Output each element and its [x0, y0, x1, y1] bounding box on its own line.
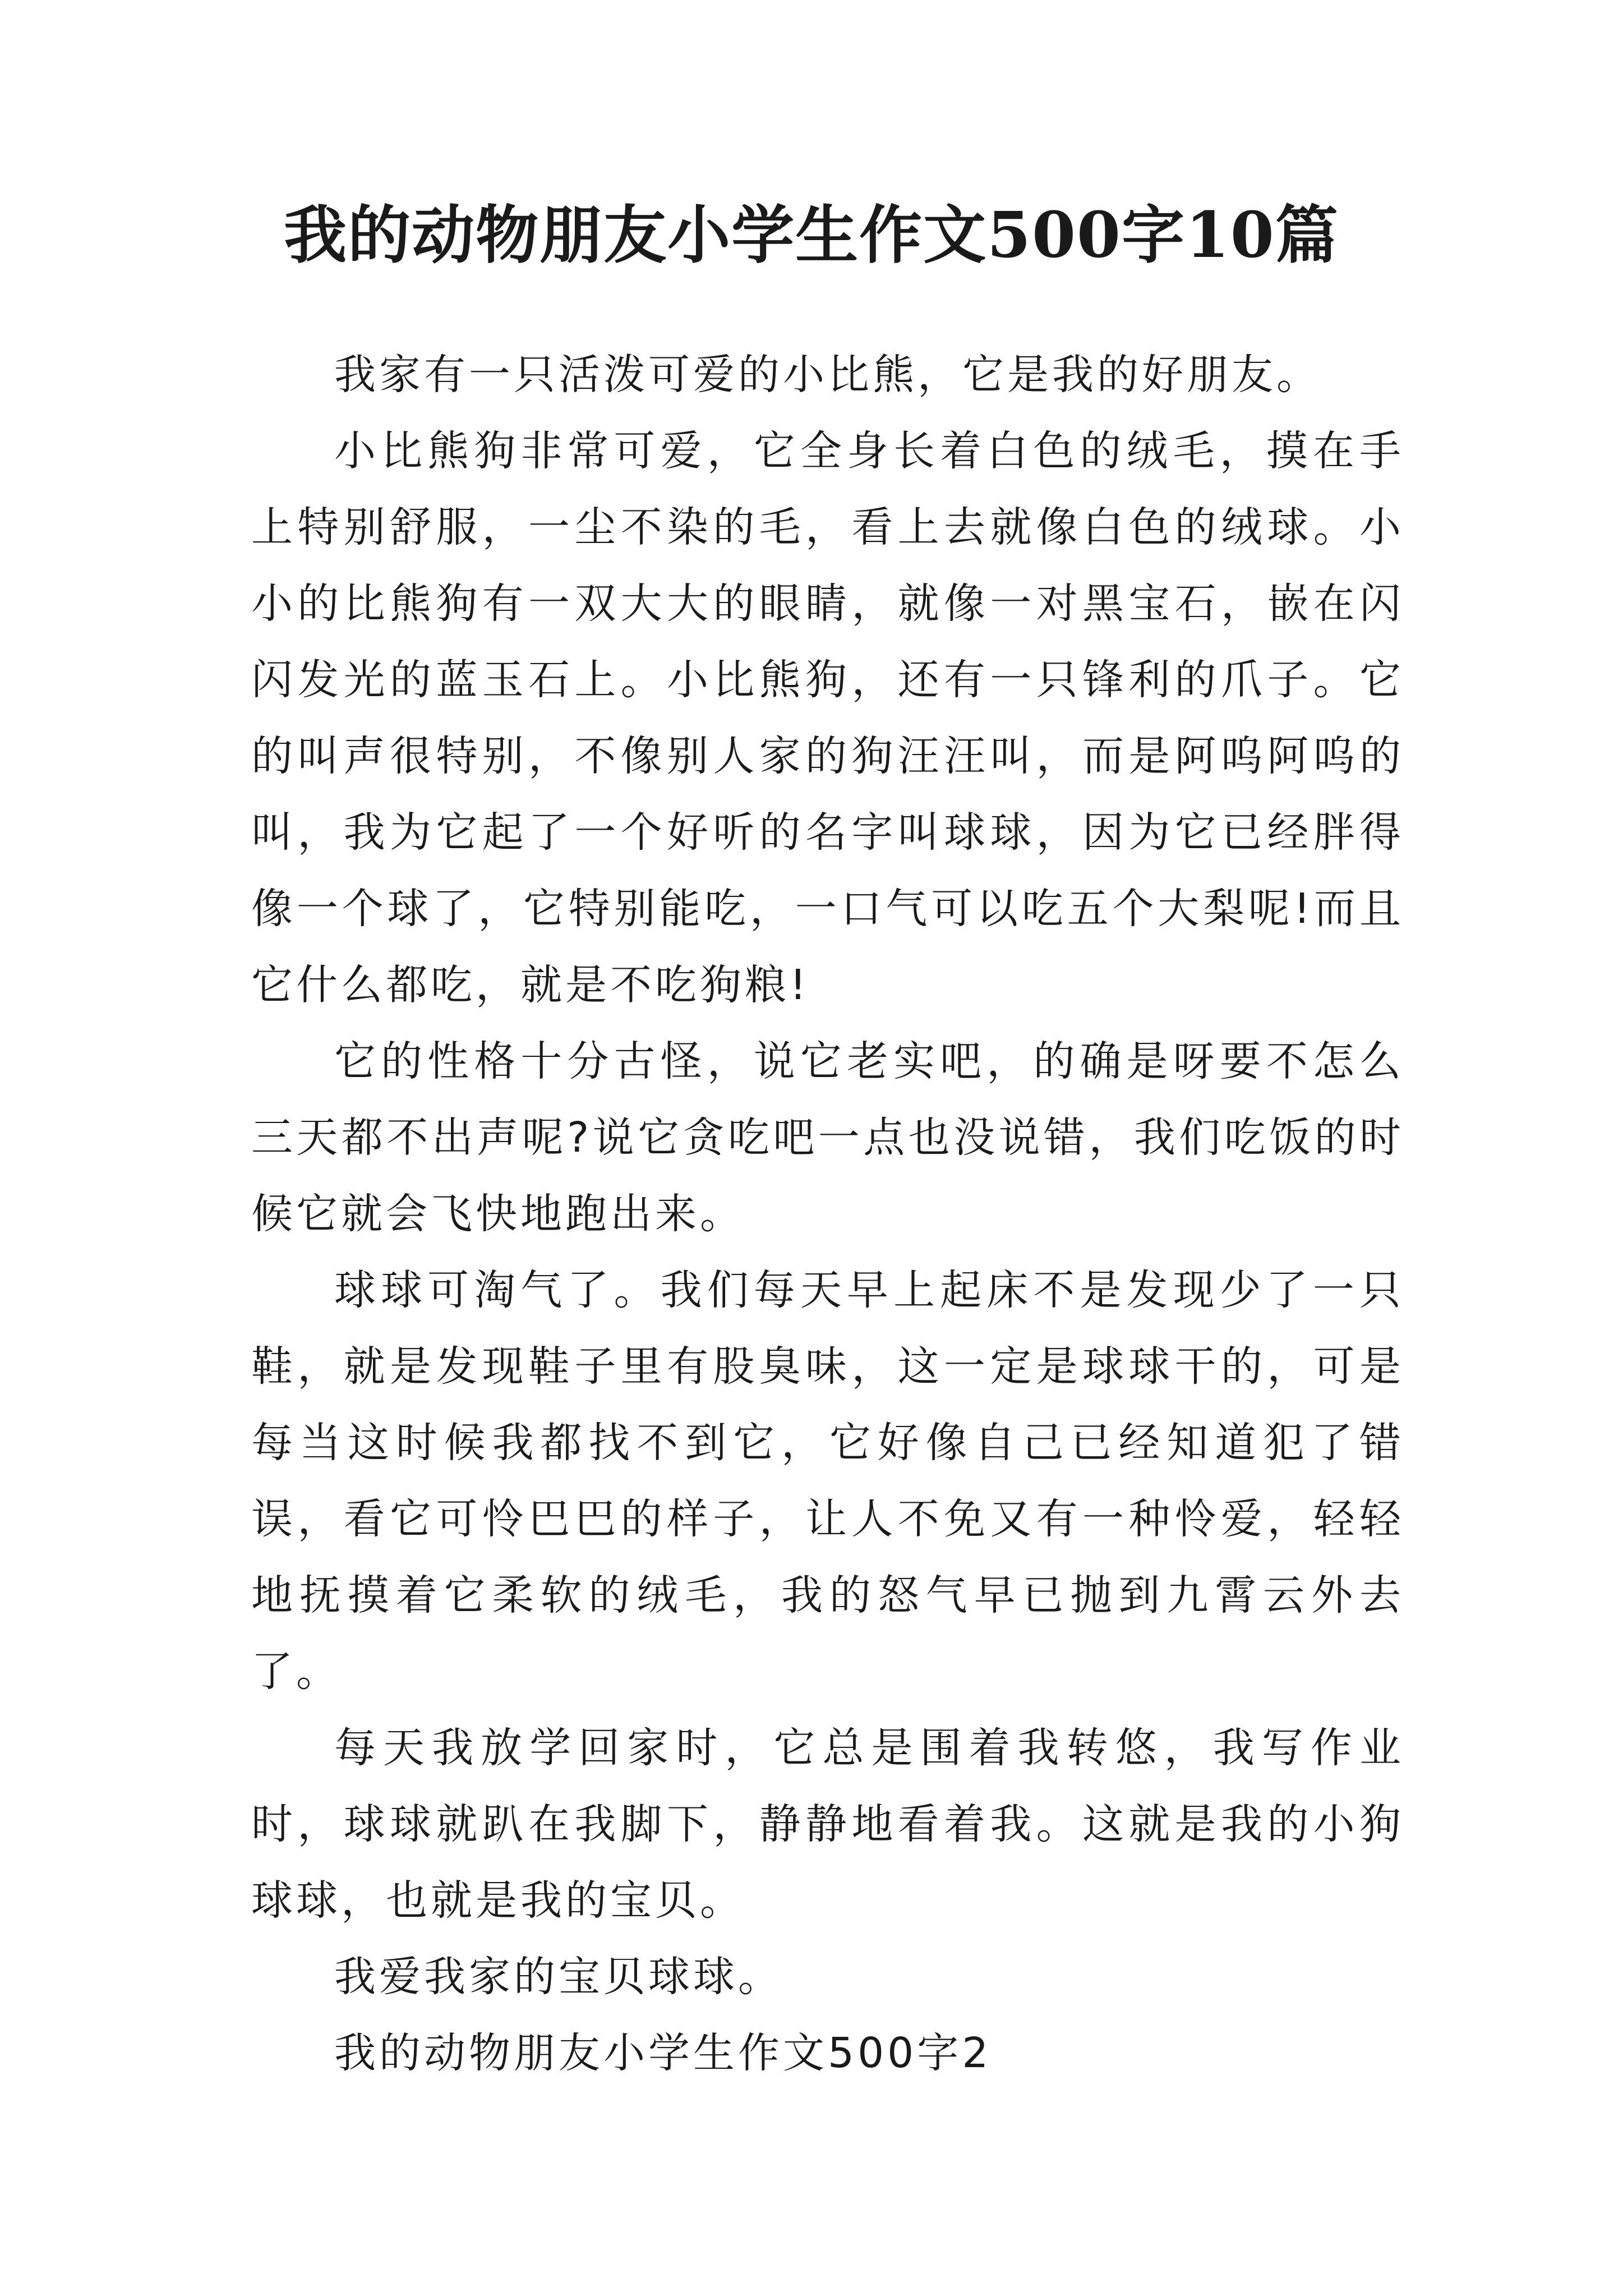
document-body: [251, 337, 1404, 2091]
document-title: 我的动物朋友小学生作文500字10篇: [284, 199, 1339, 272]
paragraph-intro: 我家有一只活泼可爱的小比熊，它是我的好朋友。: [334, 351, 1321, 399]
paragraph-closing: 我爱我家的宝贝球球。: [334, 1953, 783, 2001]
essay-2-heading: 我的动物朋友小学生作文500字2: [334, 2029, 992, 2077]
paragraph-personality: 它的性格十分古怪，说它老实吧，的确是呀要不怎么三天都不出声呢?说它贪吃吧一点也没说错，我们吃饭的时候它就会飞快地跑出来。: [251, 1037, 1404, 1238]
paragraph-naughty: 球球可淘气了。我们每天早上起床不是发现少了一只鞋，就是发现鞋子里有股臭味，这一定是球球干的，可是每当这时候我都找不到它，它好像自己已经知道犯了错误，看它可怜巴巴的样子，让人不免又有一种怜爱，轻轻地抚摸着它柔软的绒毛，我的怒气早已抛到九霄云外去了。: [251, 1266, 1404, 1696]
paragraph-appearance: 小比熊狗非常可爱，它全身长着白色的绒毛，摸在手上特别舒服，一尘不染的毛，看上去就像白色的绒球。小小的比熊狗有一双大大的眼睛，就像一对黑宝石，嵌在闪闪发光的蓝玉石上。小比熊狗，还有一只锋利的爪子。它的叫声很特别，不像别人家的狗汪汪叫，而是阿呜阿呜的叫，我为它起了一个好听的名字叫球球，因为它已经胖得像一个球了，它特别能吃，一口气可以吃五个大梨呢!而且它什么都吃，就是不吃狗粮!: [251, 427, 1404, 1009]
paragraph-companion: 每天我放学回家时，它总是围着我转悠，我写作业时，球球就趴在我脚下，静静地看着我。这就是我的小狗球球，也就是我的宝贝。: [251, 1724, 1404, 1925]
